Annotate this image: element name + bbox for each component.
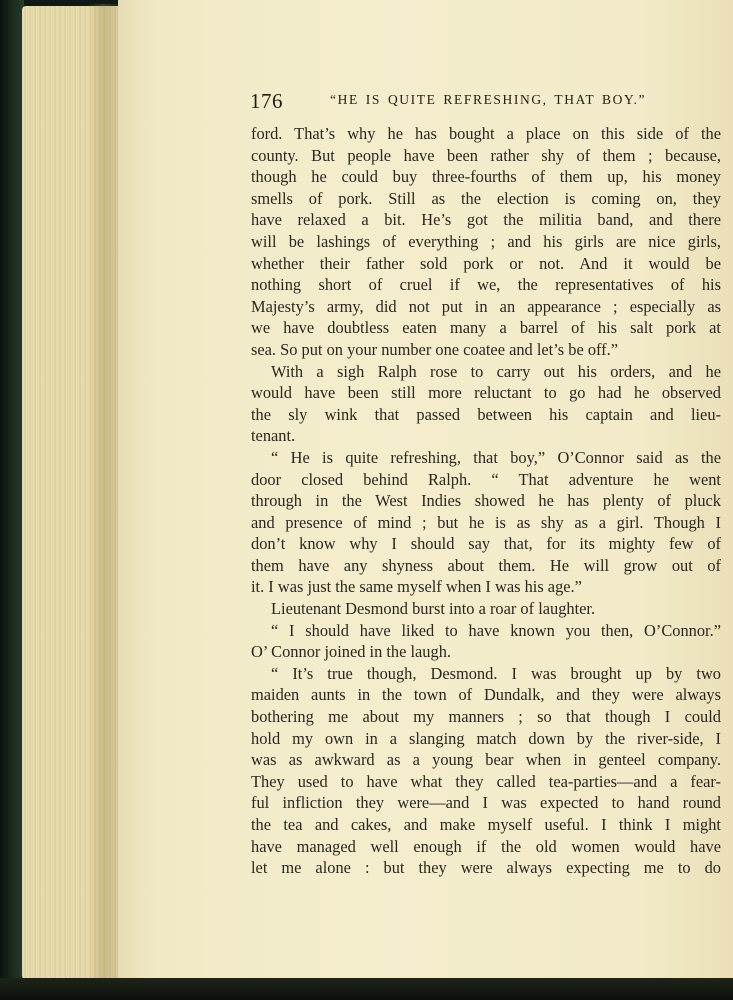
text-line: have relaxed a bit. He’s got the militia band, and there (251, 210, 721, 230)
text-line: “ It’s true though, Desmond. I was brought up by two (271, 663, 721, 683)
text-line: ford. That’s why he has bought a place on this side of the (251, 124, 721, 143)
text-line: ful infliction they were—and I was expected to hand round (251, 793, 721, 813)
body-text (251, 123, 721, 879)
text-line: hold my own in a slanging match down by the river-side, I (251, 728, 721, 748)
gutter-shadow (88, 4, 118, 984)
page-number: 176 (250, 89, 283, 113)
text-line: “ He is quite refreshing, that boy,” O’Connor said as the (271, 447, 721, 467)
text-line: though he could buy three-fourths of them up, his money (251, 167, 721, 187)
running-title: “HE IS QUITE REFRESHING, THAT BOY.” (330, 92, 647, 107)
text-line: was as awkward as a young bear when in genteel company. (251, 750, 721, 770)
text-line: let me alone : but they were always expecting me to do (251, 858, 721, 878)
text-line: sea. So put on your number one coatee and let’s be off.” (251, 339, 619, 359)
text-line: county. But people have been rather shy of them ; because, (251, 145, 721, 165)
text-line: have managed well enough if the old women would have (251, 836, 721, 856)
text-line: it. I was just the same myself when I was his age.” (251, 577, 582, 597)
text-line: the sly wink that passed between his captain and lieu- (251, 404, 721, 424)
text-line: smells of pork. Still as the election is coming on, they (251, 188, 721, 208)
text-line: will be lashings of everything ; and his girls are nice girls, (251, 231, 721, 251)
text-line: nothing short of cruel if we, the representatives of his (251, 275, 721, 295)
text-line: them have any shyness about them. He will grow out of (251, 555, 721, 575)
text-line: door closed behind Ralph. “ That adventure he went (251, 469, 721, 489)
text-line: With a sigh Ralph rose to carry out his orders, and he (271, 361, 721, 381)
running-head (250, 89, 670, 113)
scan-bottom-edge (0, 978, 733, 1000)
text-line: They used to have what they called tea-parties—and a fear- (251, 771, 721, 791)
text-line: would have been still more reluctant to go had he observed (251, 383, 721, 403)
text-line: and presence of mind ; but he is as shy as a girl. Though I (251, 512, 721, 532)
text-line: we have doubtless eaten many a barrel of his salt pork at (251, 318, 721, 338)
text-line: maiden aunts in the town of Dundalk, and they were always (251, 685, 721, 705)
text-line: whether their father sold pork or not. And it would be (251, 253, 721, 273)
text-line: Majesty’s army, did not put in an appearance ; especially as (251, 296, 721, 316)
text-line: don’t know why I should say that, for its mighty few of (251, 534, 721, 554)
text-line: O’ Connor joined in the laugh. (251, 642, 451, 662)
text-line: tenant. (251, 426, 296, 446)
text-line: through in the West Indies showed he has plenty of pluck (251, 491, 721, 511)
text-line: Lieutenant Desmond burst into a roar of laughter. (271, 599, 596, 619)
text-line: the tea and cakes, and make myself useful. I think I might (251, 815, 721, 834)
text-line: bothering me about my manners ; so that though I could (251, 707, 721, 727)
book-cover-edge (0, 0, 24, 1000)
text-line: “ I should have liked to have known you then, O’Connor.” (271, 620, 721, 640)
